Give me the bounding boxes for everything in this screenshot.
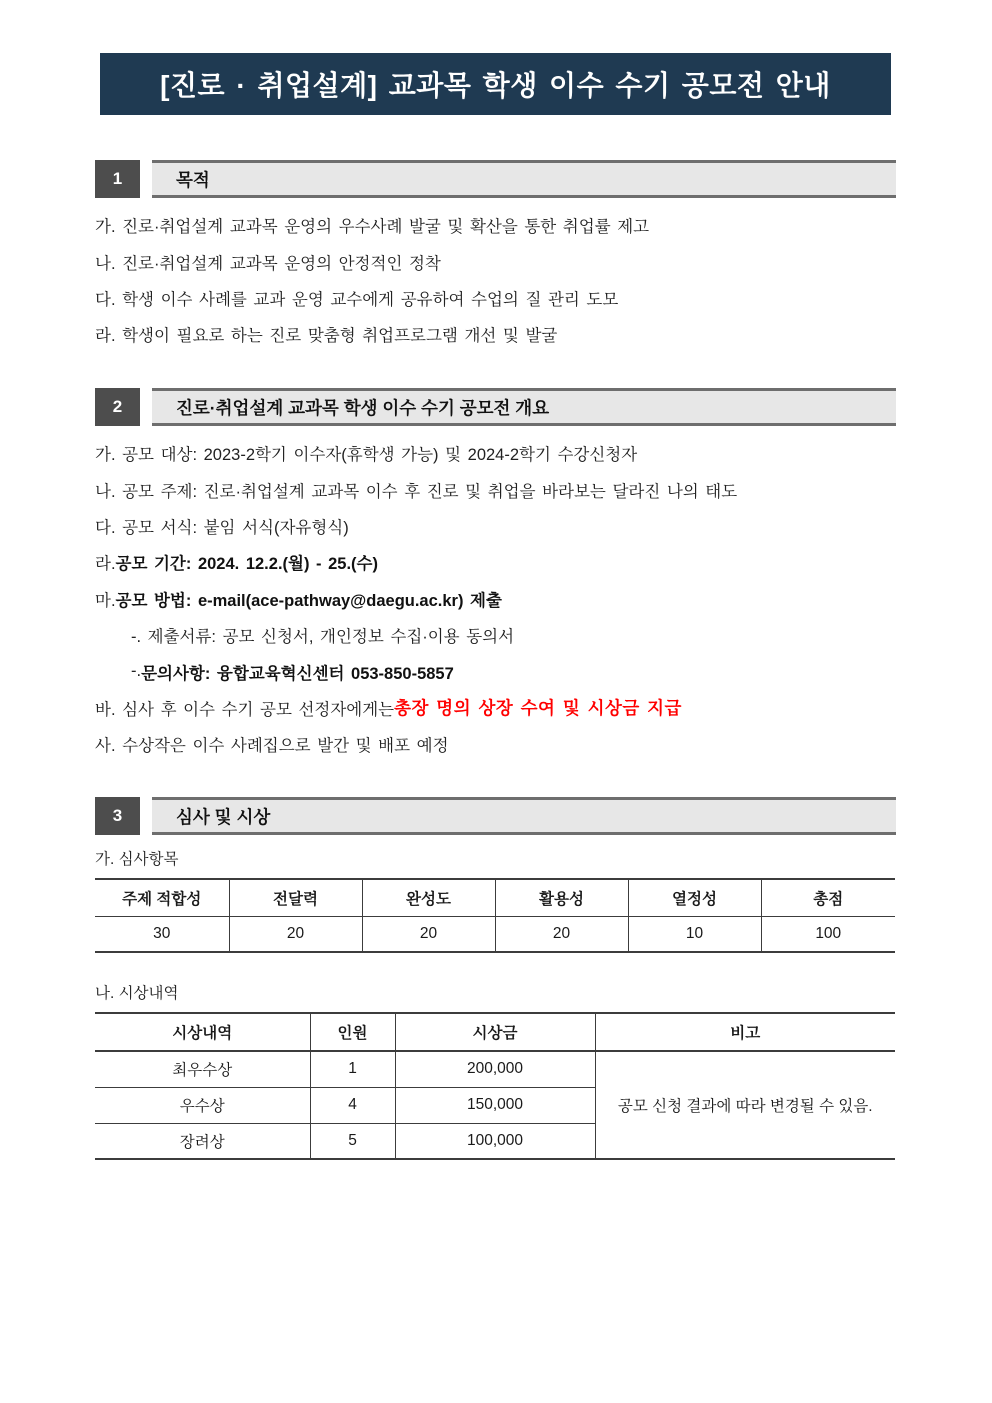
award-name-cell: 장려상 [95, 1123, 310, 1159]
overview-subitem-documents: -. 제출서류: 공모 신청서, 개인정보 수집·이용 동의서 [131, 628, 515, 647]
criteria-header-row [95, 879, 895, 916]
criteria-score-row [95, 916, 895, 952]
awards-header-cell: 인원 [310, 1013, 395, 1051]
purpose-item-4: 라. 학생이 필요로 하는 진로 맞춤형 취업프로그램 개선 및 발굴 [95, 327, 558, 346]
criteria-header-cell: 전달력 [229, 879, 362, 916]
criteria-header-cell: 총점 [761, 879, 895, 916]
document-title-banner [100, 53, 891, 115]
overview-item-target: 가. 공모 대상: 2023-2학기 이수자(휴학생 가능) 및 2024-2학기 수강신청자 [95, 446, 638, 465]
section1-title-bar [152, 160, 896, 198]
award-name-cell: 최우수상 [95, 1051, 310, 1087]
criteria-header-cell: 활용성 [495, 879, 628, 916]
section2-header [95, 388, 896, 426]
criteria-score-cell: 10 [628, 916, 761, 952]
section2-title: 진로·취업설계 교과목 학생 이수 수기 공모전 개요 [176, 397, 550, 418]
award-prize-cell: 150,000 [395, 1087, 595, 1123]
award-count-cell: 4 [310, 1087, 395, 1123]
criteria-header-cell: 완성도 [362, 879, 495, 916]
overview-item-period [95, 544, 895, 580]
contact-info: 문의사항: 융합교육혁신센터 053-850-5857 [141, 664, 454, 683]
award-count-cell: 1 [310, 1051, 395, 1087]
section1-number-badge: 1 [95, 160, 140, 198]
criteria-score-cell: 100 [761, 916, 895, 952]
item-prefix: -. [131, 662, 142, 681]
section2-number-badge: 2 [95, 388, 140, 426]
awards-sublabel: 나. 시상내역 [95, 985, 179, 1002]
section1-title: 목적 [176, 169, 210, 190]
awards-header-cell: 시상내역 [95, 1013, 310, 1051]
award-count-cell: 5 [310, 1123, 395, 1159]
criteria-score-cell: 30 [95, 916, 229, 952]
section2-title-bar [152, 388, 896, 426]
item-prefix: 마. [95, 591, 116, 610]
criteria-score-cell: 20 [229, 916, 362, 952]
criteria-table [95, 878, 895, 953]
document-title: [진로 · 취업설계] 교과목 학생 이수 수기 공모전 안내 [160, 70, 831, 101]
awards-header-cell: 시상금 [395, 1013, 595, 1051]
overview-item-publication: 사. 수상작은 이수 사례집으로 발간 및 배포 예정 [95, 737, 449, 756]
criteria-header-cell: 주제 적합성 [95, 879, 229, 916]
purpose-item-1: 가. 진로·취업설계 교과목 운영의 우수사례 발굴 및 확산을 통한 취업률 제고 [95, 218, 650, 237]
section2-item-list [95, 435, 895, 763]
award-name-cell: 우수상 [95, 1087, 310, 1123]
awards-header-row [95, 1013, 895, 1051]
contest-period: 공모 기간: 2024. 12.2.(월) - 25.(수) [115, 555, 378, 574]
criteria-score-cell: 20 [495, 916, 628, 952]
section3-title: 심사 및 시상 [176, 806, 271, 827]
awards-note-cell: 공모 신청 결과에 따라 변경될 수 있음. [595, 1051, 895, 1159]
purpose-item-3: 다. 학생 이수 사례를 교과 운영 교수에게 공유하여 수업의 질 관리 도모 [95, 290, 619, 309]
criteria-sublabel: 가. 심사항목 [95, 851, 179, 868]
overview-item-award-notice [95, 690, 895, 726]
award-prize-cell: 200,000 [395, 1051, 595, 1087]
award-notice-prefix: 바. 심사 후 이수 수기 공모 선정자에게는 [95, 700, 395, 719]
submission-email: 공모 방법: e-mail(ace-pathway@daegu.ac.kr) 제출 [115, 591, 502, 610]
criteria-score-cell: 20 [362, 916, 495, 952]
criteria-header-cell: 열정성 [628, 879, 761, 916]
overview-subitem-contact [95, 653, 895, 689]
awards-row-grand [95, 1051, 895, 1087]
section3-title-bar [152, 797, 896, 835]
section-header-gap [140, 797, 152, 835]
section1-header [95, 160, 896, 198]
section3-header [95, 797, 896, 835]
award-highlight-text: 총장 명의 상장 수여 및 시상금 지급 [394, 698, 682, 719]
section-header-gap [140, 388, 152, 426]
overview-item-topic: 나. 공모 주제: 진로·취업설계 교과목 이수 후 진로 및 취업을 바라보는 달라진 나의 태도 [95, 482, 738, 501]
purpose-item-2: 나. 진로·취업설계 교과목 운영의 안정적인 정착 [95, 254, 441, 273]
section1-item-list [95, 207, 895, 353]
awards-table [95, 1012, 895, 1160]
overview-item-format: 다. 공모 서식: 붙임 서식(자유형식) [95, 518, 349, 537]
awards-header-cell: 비고 [595, 1013, 895, 1051]
item-prefix: 라. [95, 555, 116, 574]
section-header-gap [140, 160, 152, 198]
section3-number-badge: 3 [95, 797, 140, 835]
award-prize-cell: 100,000 [395, 1123, 595, 1159]
overview-item-method [95, 581, 895, 617]
